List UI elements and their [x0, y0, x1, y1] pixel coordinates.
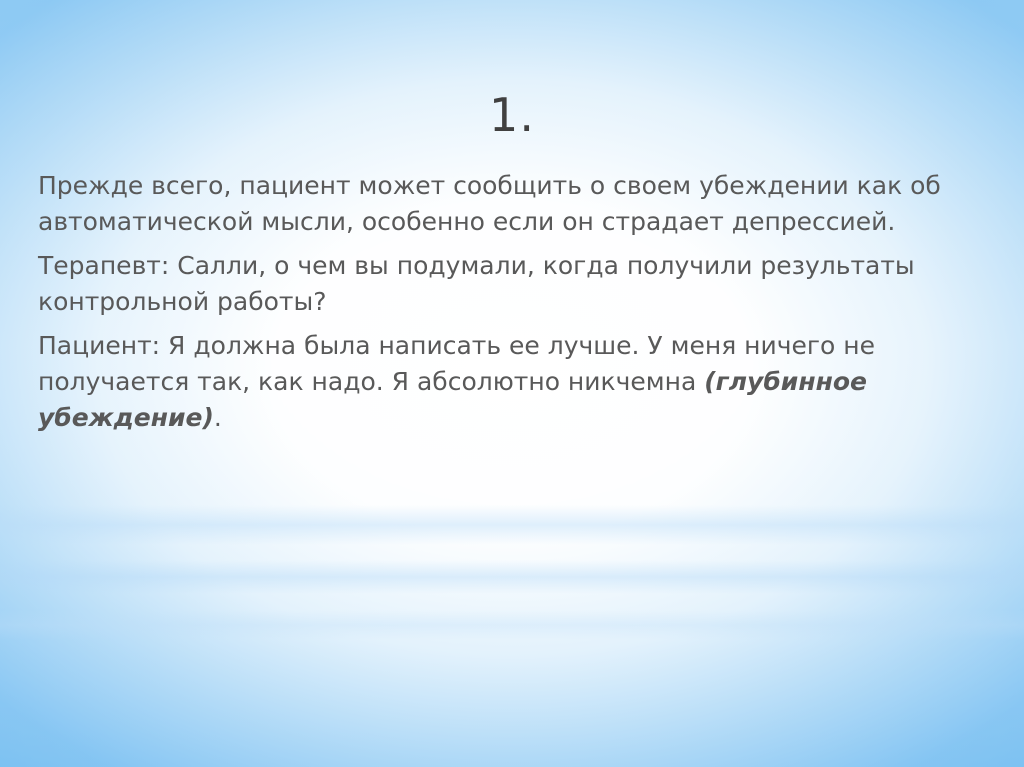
patient-text: Пациент: Я должна была написать ее лучше. У меня ничего не получается так, как надо. Я абсолютно никчемна [38, 331, 876, 396]
background-streak [0, 505, 1024, 545]
core-belief-emphasis: (глубинное убеждение) [38, 367, 867, 432]
background-streak [0, 560, 1024, 594]
slide-title: 1. [489, 88, 535, 142]
paragraph-patient [38, 328, 998, 436]
patient-text-tail: . [213, 403, 222, 432]
background-streak [0, 610, 1024, 640]
paragraph-intro: Прежде всего, пациент может сообщить о своем убеждении как об автоматической мысли, особенно если он страдает депрессией. [38, 171, 941, 236]
paragraph-therapist: Терапевт: Салли, о чем вы подумали, когда получили результаты контрольной работы? [38, 251, 915, 316]
slide-body [38, 168, 998, 444]
